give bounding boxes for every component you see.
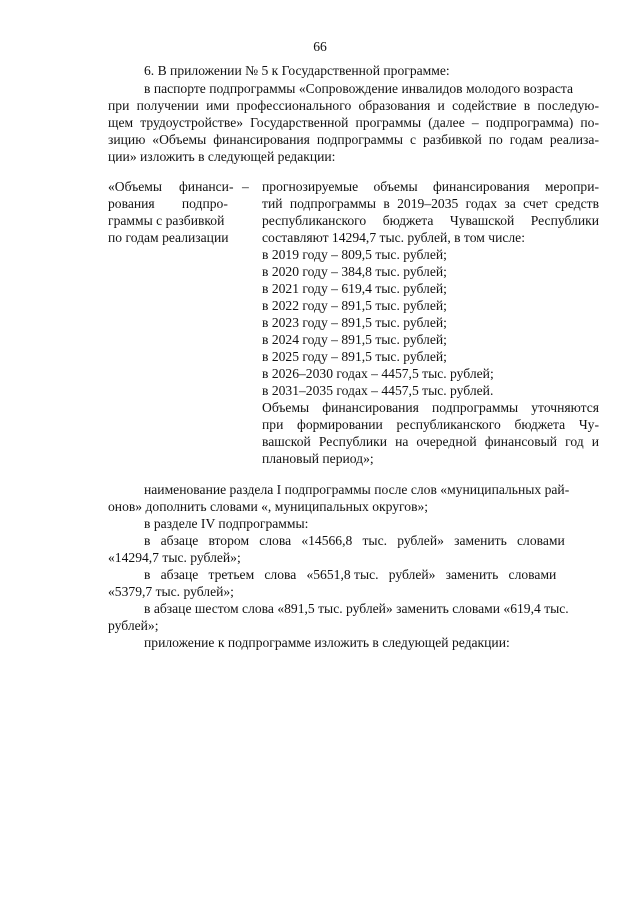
year-amount-line: в 2022 году – 891,5 тыс. рублей;	[262, 298, 447, 313]
table-right-line: плановый период»;	[262, 451, 374, 466]
item-heading: 6. В приложении № 5 к Государственной программе:	[144, 63, 450, 78]
appendix-line: приложение к подпрограмме изложить в следующей редакции:	[144, 635, 510, 650]
abzac-second-line: в абзаце втором слова «14566,8 тыс. рублей» заменить словами	[144, 533, 565, 548]
table-right-line: вашской Республики на очередной финансовый год и	[262, 434, 599, 449]
table-left-line: по годам реализации	[108, 230, 229, 245]
table-left-line: «Объемы финанси-	[108, 179, 234, 194]
abzac-sixth-line: в абзаце шестом слова «891,5 тыс. рублей» заменить словами «619,4 тыс.	[144, 601, 569, 616]
table-right-line: тий подпрограммы в 2019–2035 годах за счет средств	[262, 196, 599, 211]
abzac-third-line: в абзаце третьем слова «5651,8 тыс. рублей» заменить словами	[144, 567, 557, 582]
table-dash: –	[242, 179, 249, 194]
year-amount-line: в 2020 году – 384,8 тыс. рублей;	[262, 264, 447, 279]
abzac-second-line: «14294,7 тыс. рублей»;	[108, 550, 241, 565]
abzac-sixth-line: рублей»;	[108, 618, 159, 633]
table-left-line: граммы с разбивкой	[108, 213, 225, 228]
section-iv-line: в разделе IV подпрограммы:	[144, 516, 309, 531]
year-amount-line: в 2026–2030 годах – 4457,5 тыс. рублей;	[262, 366, 494, 381]
passport-line: в паспорте подпрограммы «Сопровождение инвалидов молодого возраста	[144, 81, 574, 96]
table-right-line: Объемы финансирования подпрограммы уточняются	[262, 400, 599, 415]
table-right-line: прогнозируемые объемы финансирования меропри-	[262, 179, 599, 194]
passport-line: зицию «Объемы финансирования подпрограммы с разбивкой по годам реализа-	[108, 132, 599, 147]
table-right-line: при формировании республиканского бюджета Чу-	[262, 417, 599, 432]
year-amount-line: в 2024 году – 891,5 тыс. рублей;	[262, 332, 447, 347]
passport-line: щем трудоустройстве» Государственной программы (далее – подпрограмма) по-	[108, 115, 599, 130]
table-left-line: рования подпро-	[108, 196, 228, 211]
passport-line: ции» изложить в следующей редакции:	[108, 149, 336, 164]
year-amount-line: в 2021 году – 619,4 тыс. рублей;	[262, 281, 447, 296]
table-right-line: составляют 14294,7 тыс. рублей, в том числе:	[262, 230, 525, 245]
year-amount-line: в 2031–2035 годах – 4457,5 тыс. рублей.	[262, 383, 494, 398]
year-amount-line: в 2023 году – 891,5 тыс. рублей;	[262, 315, 447, 330]
table-right-line: республиканского бюджета Чувашской Республики	[262, 213, 599, 228]
passport-line: при получении ими профессионального образования и содействие в последую-	[108, 98, 599, 113]
page-number: 66	[313, 39, 327, 54]
year-amount-line: в 2025 году – 891,5 тыс. рублей;	[262, 349, 447, 364]
section-name-line: онов» дополнить словами «, муниципальных округов»;	[108, 499, 429, 514]
year-amount-line: в 2019 году – 809,5 тыс. рублей;	[262, 247, 447, 262]
section-name-line: наименование раздела I подпрограммы после слов «муниципальных рай-	[144, 482, 570, 497]
abzac-third-line: «5379,7 тыс. рублей»;	[108, 584, 234, 599]
